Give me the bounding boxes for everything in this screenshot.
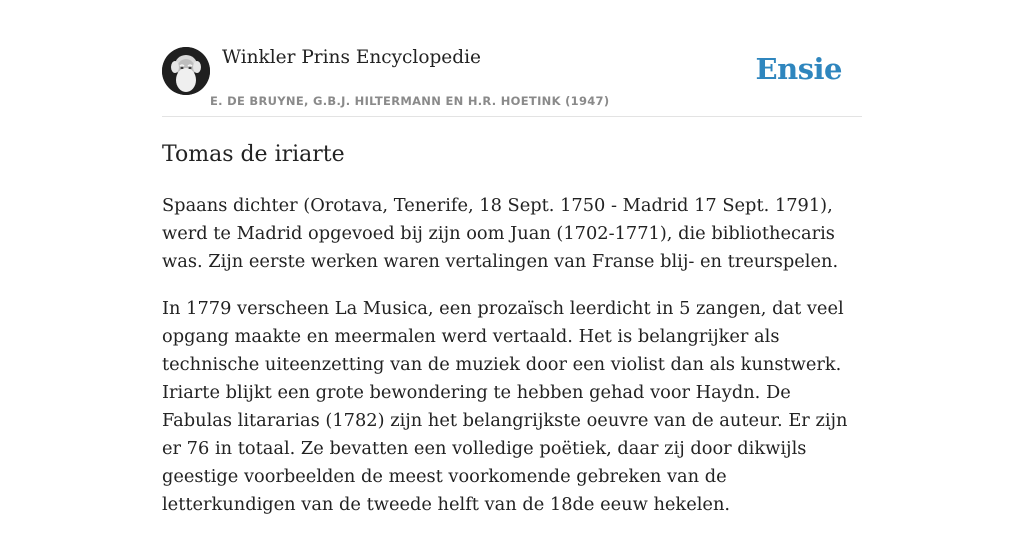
author-avatar bbox=[162, 47, 210, 95]
article-paragraph: Spaans dichter (Orotava, Tenerife, 18 Sept. 1750 - Madrid 17 Sept. 1791), werd te Madrid opgevoed bij zijn oom Juan (1702-1771), die bibliothecaris was. Zijn eerste werken waren vertalingen van Franse blij- en treurspelen. bbox=[162, 195, 839, 272]
page bbox=[162, 0, 862, 515]
encyclopedia-title[interactable]: Winkler Prins Encyclopedie bbox=[222, 47, 481, 68]
authors-credit: E. DE BRUYNE, G.B.J. HILTERMANN EN H.R. HOETINK (1947) bbox=[210, 94, 610, 108]
article-body bbox=[162, 192, 862, 538]
brand-logo-link[interactable]: Ensie bbox=[755, 52, 842, 86]
article-title: Tomas de iriarte bbox=[162, 142, 345, 167]
header bbox=[162, 0, 862, 117]
author-portrait-icon bbox=[162, 47, 210, 95]
article-paragraph: In 1779 verscheen La Musica, een prozaïsch leerdicht in 5 zangen, dat veel opgang maakte en meermalen werd vertaald. Het is belangrijker als technische uiteenzetting van de muziek door een violist dan als kunstwerk. Iriarte blijkt een grote bewondering te hebben gehad voor Haydn. De Fabulas litararias (1782) zijn het belangrijkste oeuvre van de auteur. Er zijn er 76 in totaal. Ze bevatten een volledige poëtiek, daar zij door dikwijls geestige voorbeelden de meest voorkomende gebreken van de letterkundigen van de tweede helft van de 18de eeuw hekelen. bbox=[162, 298, 848, 515]
